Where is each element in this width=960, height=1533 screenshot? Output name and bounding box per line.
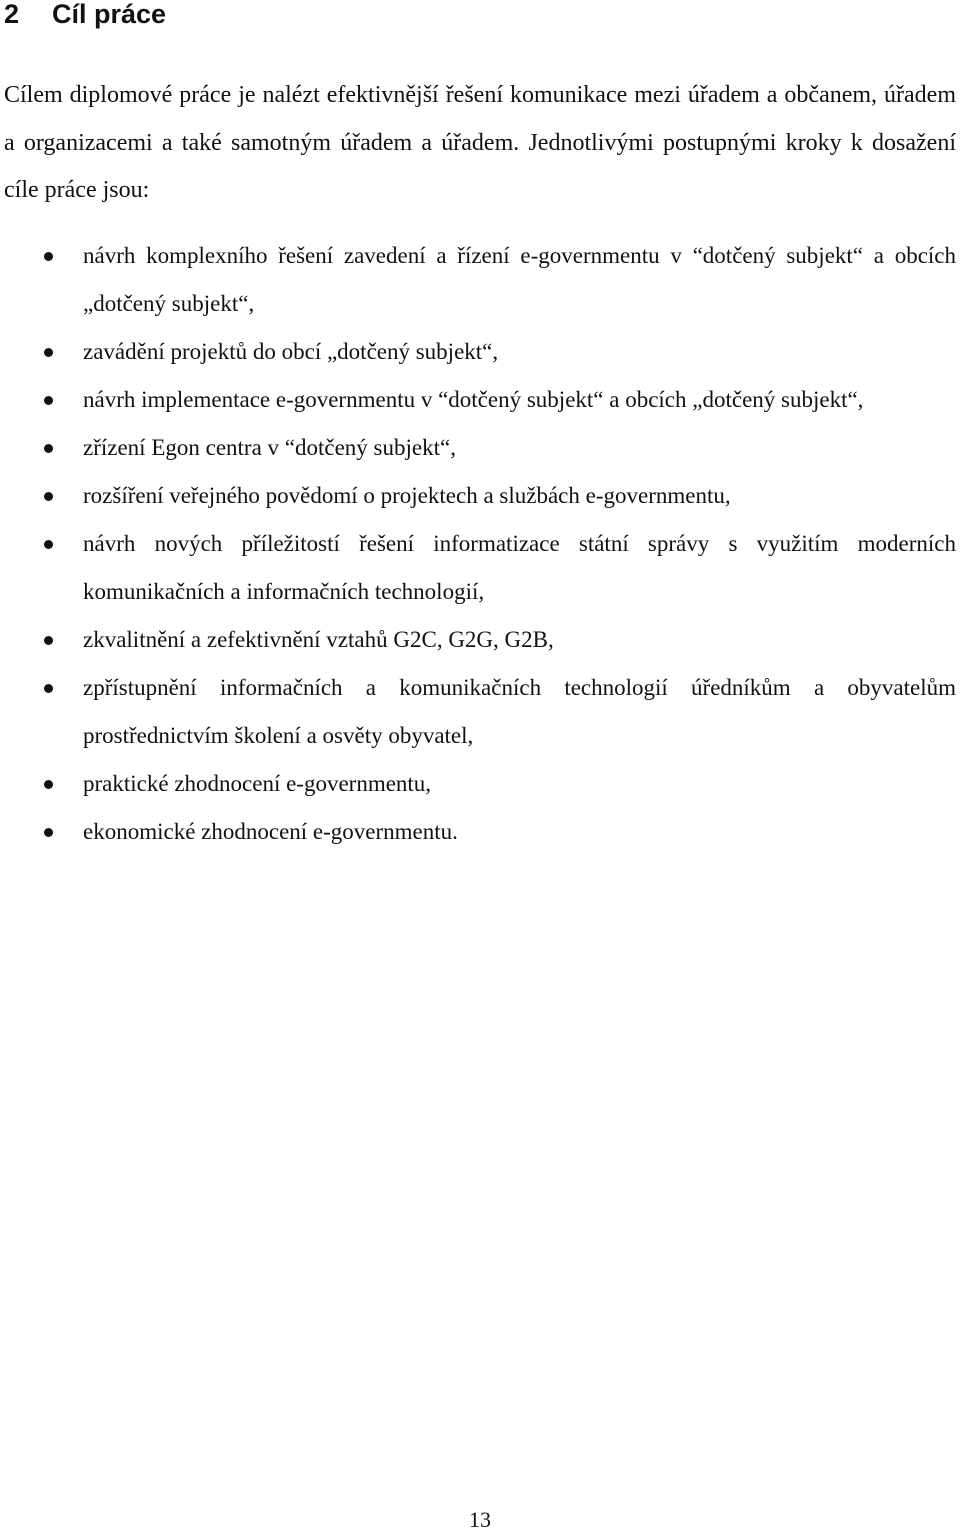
list-item	[0, 616, 960, 664]
bullet-icon	[44, 396, 53, 405]
bullet-icon	[44, 252, 53, 261]
list-item	[0, 520, 960, 616]
bullet-icon	[44, 492, 53, 501]
section-number: 2	[4, 0, 20, 29]
list-item	[0, 808, 960, 856]
bullet-icon	[44, 780, 53, 789]
list-item	[0, 376, 960, 424]
list-item-text: zavádění projektů do obcí „dotčený subjekt“,	[83, 339, 499, 364]
list-item-text: zkvalitnění a zefektivnění vztahů G2C, G2G, G2B,	[83, 627, 554, 652]
bullet-icon	[44, 348, 53, 357]
list-item	[0, 472, 960, 520]
list-item	[0, 424, 960, 472]
list-item-text: praktické zhodnocení e-governmentu,	[83, 771, 432, 796]
list-item-text: ekonomické zhodnocení e-governmentu.	[83, 819, 458, 844]
bullet-icon	[44, 444, 53, 453]
list-item-text: zřízení Egon centra v “dotčený subjekt“,	[83, 435, 456, 460]
goals-list	[0, 232, 960, 856]
intro-paragraph: Cílem diplomové práce je nalézt efektivnější řešení komunikace mezi úřadem a občanem, úřadem a organizacemi a také samotným úřadem a úřadem. Jednotlivými postupnými kroky k dosažení cíle práce jsou:	[4, 82, 956, 203]
list-item	[0, 232, 960, 328]
bullet-icon	[44, 636, 53, 645]
bullet-icon	[44, 540, 53, 549]
list-item-text: zpřístupnění informačních a komunikačních technologií úředníkům a obyvatelům prostřednictvím školení a osvěty obyvatel,	[83, 675, 956, 748]
list-item-text: návrh implementace e-governmentu v “dotčený subjekt“ a obcích „dotčený subjekt“,	[83, 387, 864, 412]
list-item	[0, 328, 960, 376]
bullet-icon	[44, 828, 53, 837]
page-number: 13	[469, 1507, 491, 1532]
list-item-text: rozšíření veřejného povědomí o projektech a službách e-governmentu,	[83, 483, 731, 508]
list-item-text: návrh nových příležitostí řešení informatizace státní správy s využitím moderních komunikačních a informačních technologií,	[83, 531, 956, 604]
section-title: Cíl práce	[52, 0, 167, 29]
bullet-icon	[44, 684, 53, 693]
list-item	[0, 760, 960, 808]
list-item	[0, 664, 960, 760]
list-item-text: návrh komplexního řešení zavedení a řízení e-governmentu v “dotčený subjekt“ a obcích „dotčený subjekt“,	[83, 243, 956, 316]
section-heading	[4, 0, 166, 32]
